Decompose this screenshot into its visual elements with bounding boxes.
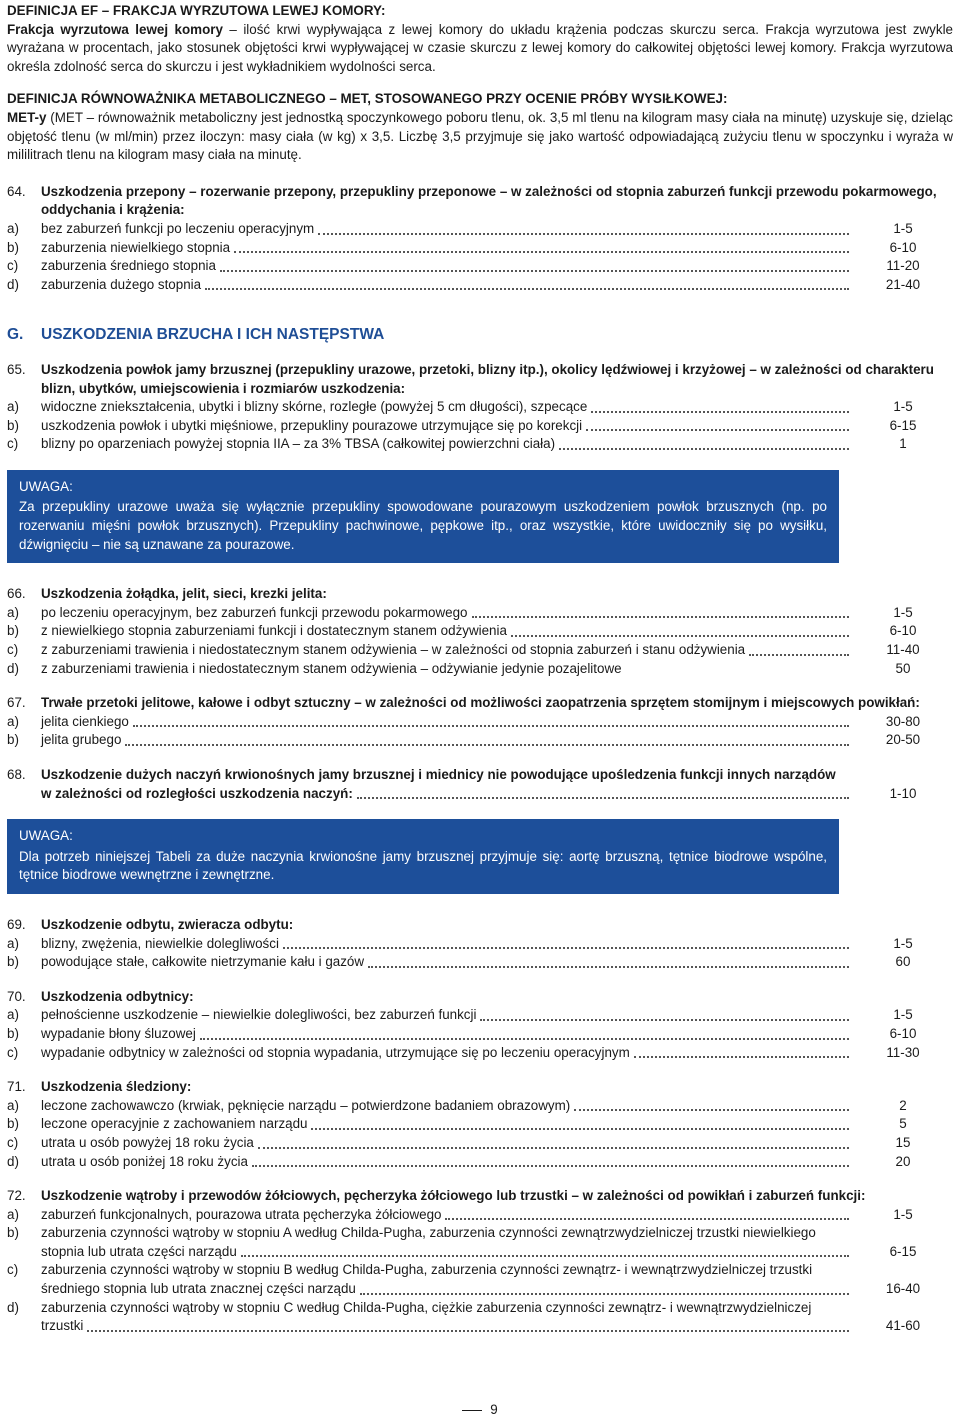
group-title: USZKODZENIA BRZUCHA I ICH NASTĘPSTWA — [41, 326, 385, 344]
definition-ef — [7, 2, 953, 76]
group-heading — [7, 326, 953, 345]
item-letter: b) — [7, 954, 19, 970]
dot-leader — [480, 1019, 849, 1021]
dot-leader — [559, 448, 849, 450]
dot-leader — [591, 411, 849, 413]
list-item — [7, 220, 953, 239]
dot-leader — [445, 1218, 849, 1220]
item-line2 — [41, 1243, 953, 1262]
dot-leader — [472, 616, 850, 618]
section-head — [7, 361, 953, 398]
dot-leader — [634, 1056, 849, 1058]
section-head — [7, 1187, 953, 1206]
dot-leader — [511, 635, 849, 637]
list-item — [7, 1006, 953, 1025]
item-value: 6-15 — [889, 1243, 917, 1259]
item-value: 60 — [895, 954, 911, 970]
section-66 — [7, 585, 953, 678]
section-number: 68. — [7, 767, 26, 782]
section-64 — [7, 183, 953, 295]
item-text: leczone zachowawczo (krwiak, pęknięcie narządu – potwierdzone badaniem obrazowym) — [41, 1097, 571, 1113]
item-text: blizny, zwężenia, niewielkie dolegliwości — [41, 935, 279, 951]
dot-leader — [749, 654, 849, 656]
section-number: 64. — [7, 183, 26, 199]
item-value: 1 — [899, 436, 907, 452]
item-text: uszkodzenia powłok i ubytki mięśniowe, przepukliny pourazowe utrzymujące się po korekcji — [41, 417, 583, 433]
section-71 — [7, 1078, 953, 1171]
list-item — [7, 398, 953, 417]
section-title: Uszkodzenia śledziony: — [41, 1079, 192, 1095]
item-value: 1-5 — [893, 935, 913, 951]
item-value: 1-5 — [893, 399, 913, 415]
item-letter: b) — [7, 1116, 19, 1132]
dot-leader — [318, 233, 849, 235]
item-letter: c) — [7, 1044, 19, 1060]
item-value: 6-15 — [889, 417, 917, 433]
definition-ef-text — [7, 21, 953, 77]
item-letter: c) — [7, 1134, 19, 1150]
item-value: 11-30 — [886, 1044, 920, 1060]
item-letter: c) — [7, 642, 19, 658]
definition-met-body: (MET – równoważnik metaboliczny jest jednostką spoczynkowego poboru tlenu, ok. 3,5 ml tlenu na kilogram masy ciała na minutę) uzyskuje się, dzieląc objętość tlenu (w ml/min) przez iloczyn: masy ciała (w kg) x 3,5. Liczbę 3,5 przyjmuje się jako wartość odpowiadającą zużyciu tlenu w spoczynku i wyraża w mililitrach tlenu na kilogram masy ciała na minutę. — [7, 109, 953, 163]
section-title: Uszkodzenia przepony – rozerwanie przepony, przepukliny przeponowe – w zależności od stopnia zaburzeń funkcji przewodu pokarmowego, oddychania i krążenia: — [41, 183, 937, 218]
item-value: 1-10 — [889, 785, 917, 801]
list-item — [7, 276, 953, 295]
list-item — [7, 1025, 953, 1044]
item-letter: b) — [7, 417, 19, 433]
item-text: pełnościenne uszkodzenie – niewielkie dolegliwości, bez zaburzeń funkcji — [41, 1007, 477, 1023]
dot-leader — [626, 672, 849, 674]
item-letter: a) — [7, 604, 19, 620]
item-text: zaburzenia czynności wątroby w stopniu C według Childa-Pugha, ciężkie zaburzenia czynności zewnątrz- i wewnątrzwydzielniczej — [41, 1299, 812, 1315]
notice-text: Dla potrzeb niniejszej Tabeli za duże naczynia krwionośne jamy brzusznej przyjmuje się: aortę brzuszną, tętnice biodrowe wspólne, tętnice biodrowe wewnętrzne i zewnętrzne. — [19, 848, 827, 883]
definition-ef-body: – ilość krwi wypływająca z lewej komory do układu krążenia podczas skurczu serca. Frakcja wyrzutowa jest zwykle wyrażana w procentach, jako stosunek objętości krwi wypływającej w czasie skurczu z lewej komory do całkowitej objętości lewej komory. Frakcja wyrzutowa określa zdolność serca do skurczu i jest wykładnikiem wydolności serca. — [7, 21, 953, 74]
item-text: jelita grubego — [41, 732, 122, 748]
list-item — [7, 622, 953, 641]
page-footer — [0, 1398, 960, 1420]
item-letter: d) — [7, 1299, 19, 1315]
item-letter: a) — [7, 1007, 19, 1023]
section-69 — [7, 916, 953, 972]
definition-ef-term: Frakcja wyrzutowa lewej komory — [7, 21, 223, 37]
dot-leader — [357, 797, 849, 799]
item-text: zaburzenia czynności wątroby w stopniu A według Childa-Pugha, zaburzenia czynności zewnątrzwydzielniczej trzustki niewielkiego — [41, 1225, 816, 1241]
list-item — [7, 604, 953, 623]
item-text: leczone operacyjnie z zachowaniem narządu — [41, 1116, 308, 1132]
section-72 — [7, 1187, 953, 1336]
item-text: bez zaburzeń funkcji po leczeniu operacyjnym — [41, 220, 315, 236]
item-letter: c) — [7, 436, 19, 452]
item-letter: a) — [7, 399, 19, 415]
list-item — [7, 1097, 953, 1116]
dot-leader — [200, 1038, 849, 1040]
definition-met-term: MET-y — [7, 109, 47, 125]
notice-box — [7, 819, 839, 894]
section-items — [7, 220, 953, 294]
list-item — [7, 660, 953, 679]
item-letter: b) — [7, 1225, 19, 1241]
dot-leader — [586, 429, 849, 431]
dot-leader — [258, 1147, 849, 1149]
item-text: zaburzenia niewielkiego stopnia — [41, 239, 231, 255]
section-number: 67. — [7, 695, 26, 711]
section-title: Uszkodzenie wątroby i przewodów żółciowych, pęcherzyka żółciowego lub trzustki – w zależności od powikłań i zaburzeń funkcji: — [41, 1188, 866, 1204]
item-text: wypadanie błony śluzowej — [41, 1025, 196, 1041]
item-value: 50 — [895, 660, 911, 676]
definition-met — [7, 90, 953, 164]
section-title-continued: w zależności od rozległości uszkodzenia naczyń: — [41, 785, 353, 801]
section-head — [7, 766, 953, 785]
item-text: z zaburzeniami trawienia i niedostatecznym stanem odżywienia – odżywianie jedynie pozajelitowe — [41, 660, 622, 676]
item-letter: b) — [7, 732, 19, 748]
section-68 — [7, 766, 953, 803]
list-item — [7, 1115, 953, 1134]
list-item — [7, 239, 953, 258]
section-number: 70. — [7, 988, 26, 1004]
item-line2 — [41, 1280, 953, 1299]
page-number: 9 — [490, 1402, 498, 1418]
item-letter: c) — [7, 1262, 19, 1278]
item-letter: a) — [7, 713, 19, 729]
list-item — [7, 1206, 953, 1225]
section-title: Uszkodzenia odbytnicy: — [41, 988, 194, 1004]
item-text: wypadanie odbytnicy w zależności od stopnia wypadania, utrzymujące się po leczeniu operacyjnym — [41, 1044, 630, 1060]
item-letter: a) — [7, 220, 19, 236]
list-item — [7, 641, 953, 660]
list-item — [7, 1044, 953, 1063]
dot-leader — [205, 288, 849, 290]
section-number: 71. — [7, 1079, 26, 1095]
item-value: 1-5 — [893, 220, 913, 236]
item-value: 2 — [899, 1097, 907, 1113]
item-letter: b) — [7, 623, 19, 639]
document-page — [7, 0, 953, 1336]
section-head — [7, 585, 953, 604]
list-item — [7, 1261, 953, 1298]
dot-leader — [360, 1293, 849, 1295]
dot-leader — [311, 1128, 849, 1130]
notice-title: UWAGA: — [19, 478, 73, 494]
item-value: 1-5 — [893, 604, 913, 620]
section-title: Uszkodzenia powłok jamy brzusznej (przepukliny urazowe, przetoki, blizny itp.), okolicy lędźwiowej i krzyżowej – w zależności od charakteru blizn, ubytków, umiejscowienia i rozmiarów uszkodzenia: — [41, 361, 934, 396]
item-text: widoczne zniekształcenia, ubytki i blizny skórne, rozległe (powyżej 5 cm długości), szpecące — [41, 399, 588, 415]
dot-leader — [220, 270, 849, 272]
group-letter: G. — [7, 326, 24, 344]
list-item — [7, 953, 953, 972]
list-item — [7, 713, 953, 732]
item-value: 11-40 — [886, 642, 920, 658]
item-value: 6-10 — [889, 623, 917, 639]
item-value: 16-40 — [885, 1281, 921, 1297]
list-item — [7, 1153, 953, 1172]
item-text: utrata u osób powyżej 18 roku życia — [41, 1134, 254, 1150]
definition-met-text — [7, 109, 953, 165]
section-number: 66. — [7, 586, 26, 602]
list-item — [7, 1299, 953, 1336]
section-number: 69. — [7, 916, 26, 932]
dot-leader — [234, 251, 849, 253]
section-number: 65. — [7, 361, 26, 377]
dot-leader — [241, 1255, 849, 1257]
item-value: 1-5 — [893, 1206, 913, 1222]
item-multiline — [41, 1224, 953, 1261]
footer-rule — [462, 1410, 482, 1411]
item-letter: b) — [7, 1025, 19, 1041]
item-letter: c) — [7, 258, 19, 274]
item-letter: d) — [7, 276, 19, 292]
notice-title: UWAGA: — [19, 828, 73, 844]
notice-text: Za przepukliny urazowe uważa się wyłącznie przepukliny spowodowane pourazowym uszkodzeniem powłok brzusznych (np. po rozerwaniu mięśni powłok brzusznych). Przepukliny pachwinowe, pępkowe itp., oraz wszystkie, które uwidoczniły się po wysiłku, dźwignięciu – nie są uznawane za pourazowe. — [19, 499, 827, 552]
item-value: 1-5 — [893, 1007, 913, 1023]
item-value: 21-40 — [885, 276, 921, 292]
section-title: Uszkodzenie odbytu, zwieracza odbytu: — [41, 916, 294, 932]
section-67 — [7, 694, 953, 750]
section-head — [7, 916, 953, 935]
item-multiline — [41, 1261, 953, 1298]
list-item — [7, 1224, 953, 1261]
section-head — [7, 183, 953, 220]
item-value: 41-60 — [885, 1318, 921, 1334]
dot-leader — [252, 1165, 849, 1167]
section-head — [7, 694, 953, 713]
dot-leader — [283, 947, 849, 949]
section-65 — [7, 361, 953, 454]
dot-leader — [368, 966, 849, 968]
item-multiline — [41, 1299, 953, 1336]
item-text: z zaburzeniami trawienia i niedostatecznym stanem odżywienia – w zależności od stopnia zaburzeń i stanu odżywienia — [41, 642, 746, 658]
section-head — [7, 1078, 953, 1097]
item-value: 20-50 — [885, 732, 921, 748]
section-title: Trwałe przetoki jelitowe, kałowe i odbyt sztuczny – w zależności od możliwości zaopatrzenia sprzętem stomijnym i miejscowych powikłań: — [41, 695, 920, 711]
item-value: 11-20 — [886, 258, 920, 274]
item-value: 30-80 — [885, 713, 921, 729]
dot-leader — [125, 744, 849, 746]
list-item — [7, 935, 953, 954]
item-text: zaburzenia średniego stopnia — [41, 258, 216, 274]
item-value: 6-10 — [889, 1025, 917, 1041]
list-item — [7, 785, 953, 804]
item-text: z niewielkiego stopnia zaburzeniami funkcji i dostatecznym stanem odżywienia — [41, 623, 507, 639]
dot-leader — [574, 1109, 849, 1111]
definition-ef-title: DEFINICJA EF – FRAKCJA WYRZUTOWA LEWEJ KOMORY: — [7, 3, 386, 18]
item-letter: a) — [7, 935, 19, 951]
list-item — [7, 435, 953, 454]
item-letter: b) — [7, 239, 19, 255]
section-head — [7, 988, 953, 1007]
item-text-continued: średniego stopnia lub utrata znacznej części narządu — [41, 1281, 356, 1297]
dot-leader — [87, 1330, 849, 1332]
item-text: blizny po oparzeniach powyżej stopnia IIA – za 3% TBSA (całkowitej powierzchni ciała) — [41, 436, 556, 452]
item-letter: d) — [7, 1153, 19, 1169]
list-item — [7, 417, 953, 436]
item-value: 15 — [895, 1134, 911, 1150]
section-number: 72. — [7, 1188, 26, 1204]
item-value: 20 — [895, 1153, 911, 1169]
section-70 — [7, 988, 953, 1062]
item-letter: a) — [7, 1206, 19, 1222]
item-text: zaburzenia czynności wątroby w stopniu B według Childa-Pugha, zaburzenia czynności zewnątrz- i wewnątrzwydzielniczej trzustki — [41, 1262, 813, 1278]
dot-leader — [133, 725, 849, 727]
list-item — [7, 1134, 953, 1153]
item-text: powodujące stałe, całkowite nietrzymanie kału i gazów — [41, 954, 365, 970]
definition-met-title: DEFINICJA RÓWNOWAŻNIKA METABOLICZNEGO – MET, STOSOWANEGO PRZY OCENIE PRÓBY WYSIŁKOWEJ: — [7, 91, 728, 107]
item-text: jelita cienkiego — [41, 713, 129, 729]
item-text: zaburzeń funkcjonalnych, pourazowa utrata pęcherzyka żółciowego — [41, 1206, 442, 1222]
item-text: zaburzenia dużego stopnia — [41, 276, 202, 292]
item-value: 6-10 — [889, 239, 917, 255]
item-text: utrata u osób poniżej 18 roku życia — [41, 1153, 248, 1169]
item-text: po leczeniu operacyjnym, bez zaburzeń funkcji przewodu pokarmowego — [41, 604, 468, 620]
section-title: Uszkodzenie dużych naczyń krwionośnych jamy brzusznej i miednicy nie powodujące upośledzenia funkcji innych narządów — [41, 767, 836, 782]
section-title: Uszkodzenia żołądka, jelit, sieci, krezki jelita: — [41, 586, 327, 602]
item-letter: a) — [7, 1097, 19, 1113]
item-line2 — [41, 1317, 953, 1336]
item-value: 5 — [899, 1116, 907, 1132]
item-text-continued: stopnia lub utrata części narządu — [41, 1243, 237, 1259]
list-item — [7, 257, 953, 276]
item-text-continued: trzustki — [41, 1318, 84, 1334]
page-number-wrap — [462, 1401, 497, 1420]
item-letter: d) — [7, 660, 19, 676]
notice-box — [7, 470, 839, 563]
list-item — [7, 731, 953, 750]
